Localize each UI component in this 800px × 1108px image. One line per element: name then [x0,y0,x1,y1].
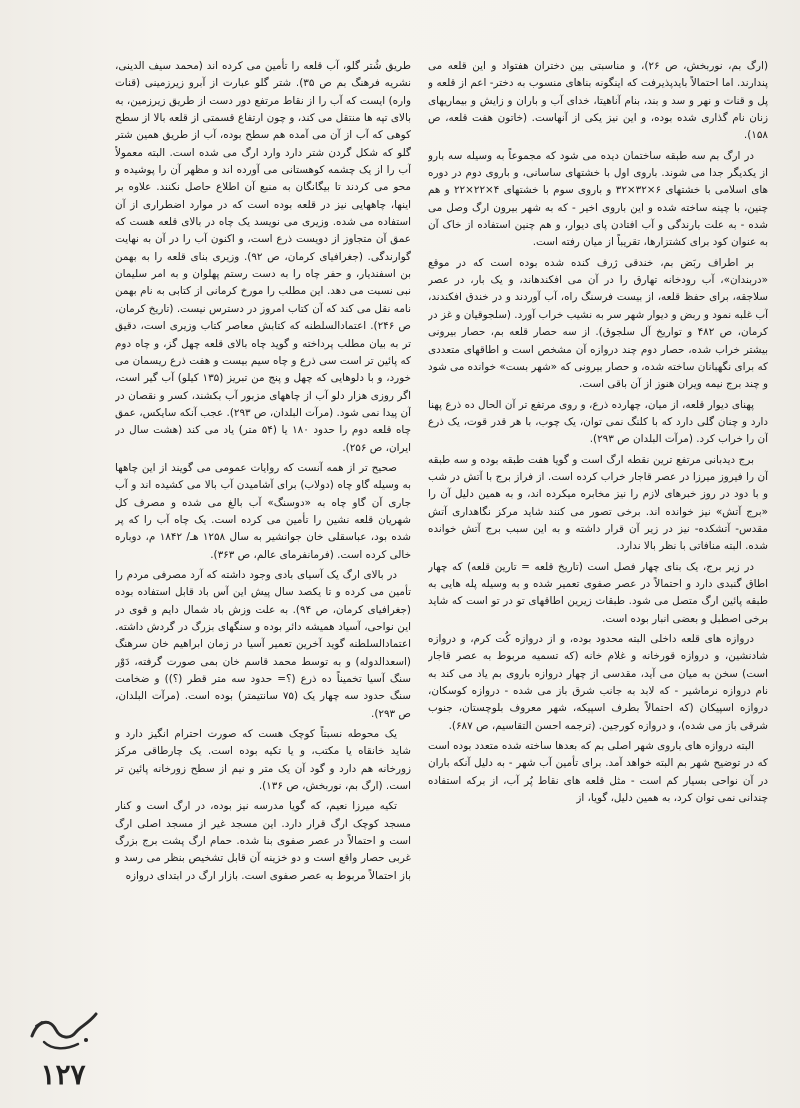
paragraph: در بالای ارگ یک آسیای بادی وجود داشته که آرد مصرفی مردم را تأمین می کرده و تا یکصد سال پیش این آس باد قابل استفاده بوده (جغرافیای کرمان، ص ۹۴). به علت وزش باد شمال دایم و قوی در این نواحی، آسیاد همیشه دائر بوده و سنگهای بزرگ در گردش داشته. اعتمادالسلطنه گوید آخرین تعمیر آسیا در زمان ابراهیم خان سرهنگ (اسعدالدوله) و به توسط محمد قاسم خان بمی صورت گرفته، دَوْر سنگ آسیا تخمیناً ده ذرع (؟= حدود سه متر قطر (؟)) و ضخامت سنگ حدود سه چهار یک (۷۵ سانتیمتر) بوده است. (مرآت البلدان، ص ۲۹۳). [115,568,411,720]
paragraph: تکیه میرزا نعیم، که گویا مدرسه نیز بوده، در ارگ است و کنار مسجد کوچک ارگ قرار دارد. این مسجد غیر از مسجد اصلی ارگ است و احتمالاً در عصر صفوی بنا شده. حمام ارگ پشت برج بزرگ غربی حصار واقع است و دو خزینه آن قابل تشخیص بنظر می رسد و باز احتمالاً مربوط به عصر صفوی است. بازار ارگ در ابتدای دروازه [115,800,411,882]
paragraph: یک محوطه نسبتاً کوچک هست که صورت احترام انگیز دارد و شاید خانقاه یا مکتب، و یا تکیه بوده است. یک چارطاقی مرکز زورخانه هم دارد و گود آن یک متر و نیم از سطح زورخانه پائین تر است. (ارگ بم، نوربخش، ص ۱۳۶). [115,728,411,793]
right-text-column [428,58,768,1058]
left-text-column [115,58,411,1033]
paragraph: طریق شُتر گلو، آب قلعه را تأمین می کرده اند (محمد سیف الدینی، نشریه فرهنگ بم ص ۳۵). شتر گلو عبارت از آبرو زیرزمینی (قنات واره) ایست که آب را از نقاط مرتفع دور دست از طریق زیرزمین، به بالای تپه ها منتقل می کند، و چون ارتفاع قسمتی از قلعه بالا از سطح کوهی که آب از آن می آمده هم سطح بوده، آب از طریق همین شتر گلو که شکل گردن شتر دارد وارد ارگ می شده است. البته معمولاً آب را از یک چشمه کوهستانی می آورده اند و مظهر آن را پوشیده و محو می کردند تا بیگانگان به منبع آن اطلاع حاصل نکنند. علاوه بر اینها، چاههایی نیز در قلعه بوده است که در موارد اضطراری از آن استفاده می شده. وزیری می نویسد یک چاه در بالای قلعه هست که عمق آن متجاوز از دویست ذرع است، و اکنون آب را در آن به نهایت گوارندگی. (جغرافیای کرمان، ص ۹۲). وزیری بنای قلعه را به بهمن بن اسفندیار، و حفر چاه را به دست رستم پهلوان و به امر سلیمان نبی نسبت می دهد. این مطلب را مورخ کرمانی از کتابی به نام بهمن نامه نقل می کند که آن کتاب امروز در دسترس نیست. (تاریخ کرمان، ص ۲۴۶). اعتمادالسلطنه که کتابش معاصر کتاب وزیری است، دقیق تر به بیان مطلب پرداخته و گوید چاه بالای قلعه چهل گز، و چاه دوم که پائین تر است سی ذرع و چاه سیم بیست و هفت ذرع ریسمان می خورد، و با دلوهایی که چهل و پنج من تبریز (۱۳۵ کیلو) آب گیر است، اگر روزی هزار دلو آب از چاههای مزبور آب بکشند، کسر و نقصان در آن پیدا نمی شود. (مرآت البلدان، ص ۲۹۳). عجب آنکه سایکس، عمق چاه قلعه دوم را حدود ۱۸۰ یا (۵۴ متر) یاد می کند (هشت سال در ایران، ص ۲۵۶). [115,60,411,454]
paragraph: البته دروازه های باروی شهر اصلی بم که بعدها ساخته شده متعدد بوده است که در توضیح شهر بم البته خواهد آمد. برای تأمین آب شهر - به دلیل آنکه باران در آن نواحی بسیار کم است - مثل قلعه های نقاط پُر آب، از برکه استفاده چندانی نمی توان کرد، به همین دلیل، گویا، از [428,740,768,805]
paragraph: در ارگ بم سه طبقه ساختمان دیده می شود که مجموعاً به وسیله سه بارو از یکدیگر جدا می شوند. باروی اول با خشتهای ساسانی، و باروی دوم در دوره های اسلامی با خشتهای ۶×۳۲×۳۲ و باروی سوم با خشتهای ۴×۲۲×۲۲ و هم چنین، با چینه ساخته شده و این باروی اخیر - که به شهر بیرون ارگ وصل می شده - به علت بارندگی و آب افتادن پای دیوار، و هم چنین استفاده از خاک آن به عنوان کود برای کشتزارها، تقریباً از میان رفته است. [428,149,768,249]
paragraph: در زیر برج، یک بنای چهار فصل است (تاریخ قلعه = تارین قلعه) که چهار اطاق گنبدی دارد و احتمالاً در عصر صفوی تعمیر شده و به وسیله پله هایی به طبقه پائین ارگ متصل می شود. طبقات زیرین اطاقهای تو در تو است که شاید برخی اصطبل و بعضی انبار بوده است. [428,560,768,625]
paragraph: بر اطراف ربَض بم، خندقی ژرف کنده شده بوده است که در موقع «دربندان»، آب رودخانه تهارق را در آن می افکندهاند، و یک بار، در عصر سلاجقه، برای حفظ قلعه، از بیست فرسنگ راه، آب آوردند و در خندق افکندند، آب غلبه نمود و ربض و دیوار شهر سر به نشیب خراب آورد. (سلجوقیان و غز در کرمان، ص ۴۸۲ و تواریخ آل سلجوق). از سه حصار قلعه بم، حصار بیرونی بیشتر خراب شده، حصار دوم چند دروازه آن مشخص است و اطاقهای متعددی که برای نگهبانان ساخته شده، و حصار بیرونی که «شهر بست» خوانده می شود و چند برج نیمه ویران هنوز از آن باقی است. [428,256,768,391]
paragraph: (ارگ بم، نوربخش، ص ۲۶)، و مناسبتی بین دختران هفتواد و این قلعه می پندارند. اما احتمالاً بایدپذیرفت که اینگونه بناهای منسوب به دختر- اعم از قلعه و پل و قنات و نهر و سد و بند، بنام آناهیتا، خدای آب و باران و زایش و بیماریهای زنان نام گذاری شده بوده، و این نیز یکی از آنهاست. (خاتون هفت قلعه، ص ۱۵۸). [428,60,768,142]
kerman-calligraphy-logo [26,1006,106,1054]
paragraph: صحیح تر از همه آنست که روایات عمومی می گویند از این چاهها به وسیله گاو چاه (دولاب) برای آشامیدن آب بالا می کشیده اند و آب جاری آن گاو چاه به «دوسنگ» آب بالغ می شده و مصرف کل شهریان قلعه نشین را تأمین می کرده است. یک چاه آب را که پر شده بود، عباسقلی خان جوانشیر به سال ۱۲۵۸ هـ/ ۱۸۴۲ م، دوباره خالی کرده است. (فرمانفرمای عالم، ص ۳۶۳). [115,461,411,561]
paragraph: برج دیدبانی مرتفع ترین نقطه ارگ است و گویا هفت طبقه بوده و سه طبقه آن را فیروز میرزا در عصر قاجار خراب کرده است. از فراز برج با آتش در شب و با دود در روز خبرهای لازم را نیز مخابره میکرده اند، و به همین دلیل آن را «برج آتش» نیز خوانده اند. برخی تصور می کنند شاید مرکز نگاهداری آتش مقدس- آتشکده- نیز در زیر آن قرار داشته و به این سبب برج آتش خوانده شده. البته منافاتی با نظر بالا ندارد. [428,453,768,553]
paragraph: دروازه های قلعه داخلی البته محدود بوده، و از دروازه کُت کرم، و دروازه شادنشین، و دروازه قورخانه و غلام خانه (که تسمیه مربوط به عصر قاجار است) سخن به میان می آید، مقدسی از چهار دروازه باروی بم یاد می کند به نام دروازه نرماشیر - که لابد به جانب شرق باز می شده - دروازه کوسکان، دروازه اسپیکان (که احتمالاً بطرف اسپیکه، شهر معروف بلوچستان، جنوب شرقی باز می شده)، و دروازه کورجین. (ترجمه احسن التقاسیم، ص ۶۸۷). [428,633,768,732]
paragraph: پهنای دیوار قلعه، از میان، چهارده ذرع، و روی مرتفع تر آن الحال ده ذرع پهنا دارد و چنان گلی دارد که با کلنگ نمی توان، یک چوب، با هر قدر قوت، یک ذرع آن را خراب کرد. (مرآت البلدان ص ۲۹۳). [428,398,768,446]
page-number: ۱۲۷ [40,1058,86,1091]
